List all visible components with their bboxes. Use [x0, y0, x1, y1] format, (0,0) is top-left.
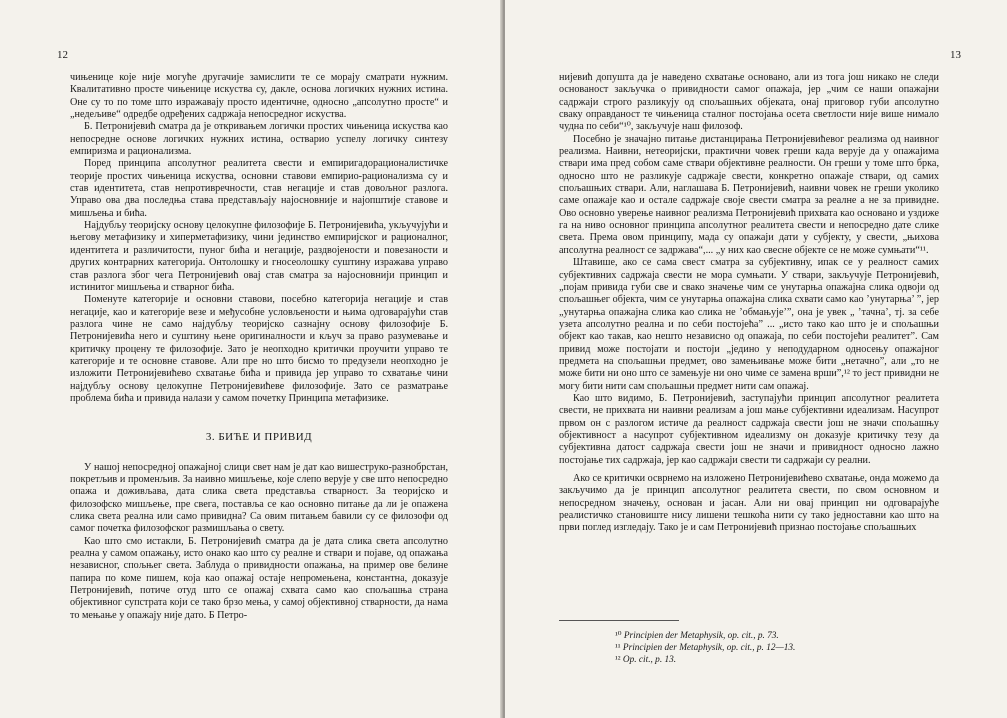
right-page-body: [559, 72, 939, 535]
paragraph: Поменуте категорије и основни ставови, посебно категорија негације и став негације, као и категорије везе и међусобне условљености и њима одговарајући став разлога чине не само најдубљу теоријско сазнајну основу филозофије Б. Петронијевића него и суштину њене оригиналности и кључ за право разумевање и критичку процену те филозофије. Зато је неопходно критички проучити управо те категорије и те основне ставове. Али пре но што бисмо то предузели неопходно је изложити Петронијевићево схватање бића и привида јер управо то схватање чини најдубљу основу целокупне Петронијевићеве филозофије. Зато се разматрање проблема бића и привида налази у самом почетку Принципа метафизике.: [70, 294, 448, 404]
left-page: [0, 0, 503, 718]
footnote: [615, 630, 935, 642]
section-title: 3. БИЋЕ И ПРИВИД: [205, 431, 313, 444]
page-number: 13: [950, 49, 961, 61]
paragraph: Б. Петронијевић сматра да је откривањем логички простих чињеница искуства као непосредне основе логичких нужних истина, остварио успелу логичку синтезу емпиризма и рационализма.: [70, 121, 448, 158]
footnote-text: Principien der Metaphysik, op. cit., p. 73.: [623, 631, 779, 641]
paragraph: Ако се критички осврнемо на изложено Петронијевићево схватање, онда можемо да закључимо да је принцип апсолутног реалитета свести, по свом основном и непосредном значењу, основан и јасан. Али ни овај принцип ни одговарајуће реалистичко становиште нису лишени тешкоћа нити су тако једноставни као што на први поглед изгледају. Тако је и сам Петронијевић признао постојање спољашњих: [559, 473, 939, 534]
paragraph: Посебно је значајно питање дистанцирања Петронијевићевог реализма од наивног реализма. Наивни, нетеоријски, практични човек греши када верује да у опажајима ствари има пред собом саме ствари објективне реалности. Он греши у томе што брка, односно што не разликује садржаје свести, конкретно опажаје ствари, од самих спољашњих ствари. Али, наглашава Б. Петронијевић, наивни човек не греши уколико саме опажаје као и остале садржаје своје свести сматра за реалне а не за привидне. Ово основно уверење наивног реализма Петронијевић прихвата као основано и уздиже га на ниво основног принципа апсолутног реалитета свести и непосредно дате слике света. Према овом принципу, мада су опажаји дати у субјекту, у свести, „њихова апсолутна реалност се задржава“,... „у них као свесне објекте се не може сумњати“¹¹.: [559, 133, 939, 256]
footnote-number: ¹¹: [615, 643, 621, 653]
footnotes: [615, 630, 935, 666]
footnote-text: Principien der Metaphysik, op. cit., p. 12—13.: [622, 643, 796, 653]
footnote-number: ¹⁰: [615, 631, 622, 641]
page-number: 12: [57, 49, 68, 61]
footnote-number: ¹²: [615, 655, 621, 665]
paragraph: чињенице које није могуће другачије замислити те се морају сматрати нужним. Квалитативно просте чињенице искуства су, дакле, основа логичких нужних истина. Оне су то по томе што изражавају просто идентичне, односно „апсолутно просте“ и „недељиве“ одредбе одређених садржаја непосредног искуства.: [70, 72, 448, 121]
paragraph: Штавише, ако се сама свест сматра за субјективну, ипак се у реалност самих субјективних садржаја свести не мора сумњати. У ствари, закључује Петронијевић, „појам привида губи све и свако значење чим се унутарња опажајна слика одвоји од спољашњег објекта, чим се унутарња опажајна слика схвати само као ’унутарња’ ”, јер „унутарња опажајна слика као слика не ’обмањује’”, она је увек „ ’тачна’, тј. за себе узета апсолутно реална и по себи постојећа” ... „исто тако као што је и спољашњи објект као такав, као нешто независно од опажаја, по себи постојећи реалитет”. Сам привид може постојати и постоји „једино у неподударном односењу опажајног предмета на спољашњи предмет, ово замењивање може бити „нетачно”, али „то не може бити ни оно што се замењује ни оно чиме се замена врши”,¹² то јест привидни не могу бити нити сам спољашњи предмет нити сам опажај.: [559, 257, 939, 392]
footnote: [615, 642, 935, 654]
paragraph: У нашој непосредној опажајној слици свет нам је дат као вишеструко-разнобрстан, покретљив и променљив. За наивно мишљење, које слепо верује у све што непосредно опажа и доживљава, дата слика света представља стварност. За теоријско и филозофско мишљење, пре свега, поставља се као основно питање да ли је опажена слика света реална или само привидна? Са овим питањем бавили су се филозофи од самог почетка филозофског размишљања о свету.: [70, 461, 448, 535]
paragraph: Као што видимо, Б. Петронијевић, заступајући принцип апсолутног реалитета свести, не прихвата ни наивни реализам а још мање субјективни идеализам. Насупрот првом он с разлогом истиче да реалност садржаја свести још не значи спољашњу објективност а насупрот субјективном идеализму он доказује критичку тезу да субјективна датост садржаја свести још не значи и привидност односно лажно постојање тих садржаја, јер као садржаји свести ти садржаји су реални.: [559, 392, 939, 466]
footnote-rule: [559, 620, 679, 621]
paragraph: Поред принципа апсолутног реалитета свести и емпиригадорационалистичке теорије простих чињеница искуства, основни ставови емпирио-рационализма су и став идентитета, став непротивречности, став негације и став довољног разлога. Управо ова два последња става представљају најосновније и најопштије ставове и мишљења и бића.: [70, 158, 448, 219]
footnote-text: Op. cit., p. 13.: [622, 655, 677, 665]
paragraph: Као што смо истакли, Б. Петронијевић сматра да је дата слика света апсолутно реална у самом опажању, исто онако као што су реалне и ствари и појаве, од опажања независног, спољњег света. Заблуда о привидности опажања, на пример ове белине папира по коме пишем, која као опажај остаје непромењена, константна, доказује Петронијевић, потиче отуд што се опажај схвата само као спољашња страна објективног супстрата који се тако брзо мења, у самој објективној стварности, да нама то мењање у опажају није дато. Б Петро-: [70, 535, 448, 621]
footnote: [615, 654, 935, 666]
right-page: [505, 0, 1007, 718]
paragraph: Најдубљу теоријску основу целокупне филозофије Б. Петронијевића, укључујући и његову метафизику и хиперметафизику, чини јединство емпиријског и рационалног, идентитета и различитости, пуног бића и негације, раздвојености и повезаности и других контрарних категорија. Онтолошку и гносеолошку суштину изражава управо став разлога због чега Петронијевић овај став сматра за најосновнији принцип и истинитог мишљења и стварног бића.: [70, 220, 448, 293]
left-page-body: [70, 72, 448, 622]
paragraph: нијевић допушта да је наведено схватање основано, али из тога још никако не следи основаност закључка о привидности самог опажаја, јер „чим се наши опажајни садржаји строго разликују од спољашњих објеката, онај приговор губи апсолутно сваку оправданост те чињеница сталног постојања осета светлости није више нимало чудна по себи“¹⁰, закључује наш филозоф.: [559, 72, 939, 133]
